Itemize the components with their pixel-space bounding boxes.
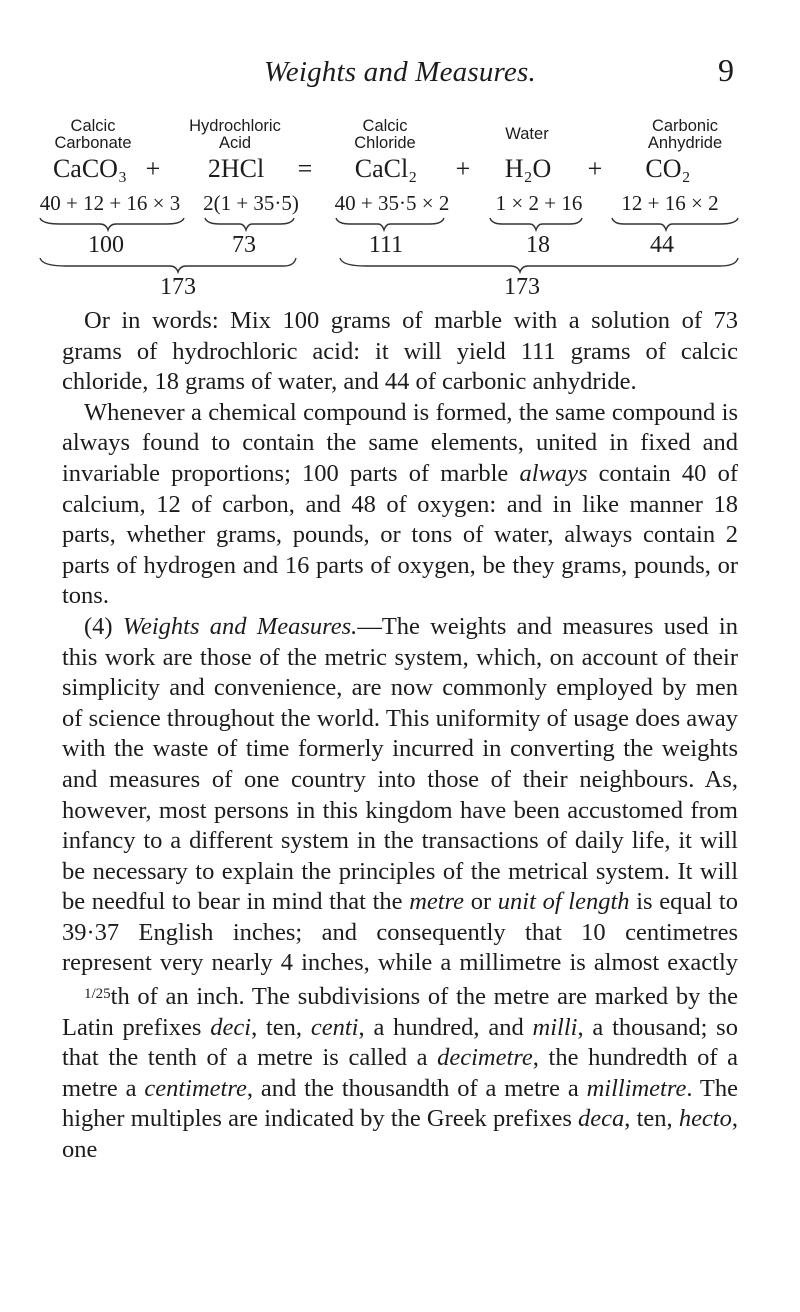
equation-braces — [0, 0, 800, 320]
brace-hcl — [205, 218, 294, 230]
plus-sign: + — [145, 154, 161, 183]
formula-h2o: H₂O — [504, 154, 552, 183]
paragraph-in-words: Or in words: Mix 100 grams of marble with a solution of 73 grams of hydrochloric acid: it will yield 111 grams of calcic chloride, 18 grams of water, and 44 of carbonic anhydride. — [62, 307, 738, 396]
formula-caco3: CaCO₃ — [52, 154, 128, 183]
section-heading: Weights and Measures. — [122, 612, 358, 640]
total-reactants: 173 — [160, 274, 196, 300]
brace-caco3 — [40, 218, 184, 230]
paragraph-weights-and-measures: (4) Weights and Measures.—The weights and measures used in this work are those of the metric system, which, on account of their simplicity and convenience, are now commonly employed by men of science throughout the world. This uniformity of usage does away with the waste of time formerly incurred in converting the weights and measures of one country into those of their neighbours. As, however, most persons in this kingdom have been accustomed from infancy to a different system in the transactions of daily life, it will be necessary to explain the principles of the metrical system. It will be needful to bear in mind that the metre or unit of length is equal to 39·37 English inches; and consequently that 10 centimetres represent very nearly 4 inches, while a millimetre is almost exactly 1/25th of an inch. The subdivisions of the metre are marked by the Latin prefixes deci, ten, centi, a hundred, and milli, a thousand; so that the tenth of a metre is called a decimetre, the hundredth of a metre a centimetre, and the thousandth of a metre a millimetre. The higher multiples are indicated by the Greek prefixes deca, ten, hecto, one — [62, 612, 738, 1164]
brace-cacl2 — [336, 218, 444, 230]
calc-hcl: 2(1 + 35·5) — [203, 191, 299, 215]
plus-sign: + — [587, 154, 603, 183]
formula-co2: CO₂ — [645, 154, 691, 183]
page-number: 9 — [718, 52, 734, 88]
calc-co2: 12 + 16 × 2 — [621, 191, 719, 215]
brace-h2o — [490, 218, 582, 230]
brace-co2 — [612, 218, 738, 230]
equals-sign: = — [297, 154, 313, 183]
weight-h2o: 18 — [526, 232, 550, 258]
weight-hcl: 73 — [232, 232, 256, 258]
formula-hcl: 2HCl — [207, 154, 265, 183]
calc-caco3: 40 + 12 + 16 × 3 — [39, 191, 181, 215]
calc-cacl2: 40 + 35·5 × 2 — [334, 191, 450, 215]
body-text — [62, 306, 738, 1166]
fraction: 1/25 — [84, 986, 111, 1003]
header-calcic-carbonate: Calcic Carbonate — [54, 117, 132, 152]
header-hydrochloric-acid: Hydrochloric Acid — [189, 117, 281, 152]
formula-cacl2: CaCl₂ — [354, 154, 418, 183]
paragraph-fixed-proportions: Whenever a chemical compound is formed, the same compound is always found to contain the same elements, united in fixed and invariable proportions; 100 parts of marble always contain 40 of calcium, 12 of carbon, and 48 of oxygen: and in like manner 18 parts, whether grams, pounds, or tons of water, always contain 2 parts of hydrogen and 16 parts of oxygen, be they grams, pounds, or tons. — [62, 398, 738, 610]
brace-products — [340, 258, 738, 272]
header-carbonic-anhydride: Carbonic Anhydride — [647, 117, 723, 152]
weight-cacl2: 111 — [368, 232, 404, 258]
calc-h2o: 1 × 2 + 16 — [495, 191, 583, 215]
brace-reactants — [40, 258, 296, 272]
weight-caco3: 100 — [88, 232, 124, 258]
plus-sign: + — [455, 154, 471, 183]
header-calcic-chloride: Calcic Chloride — [354, 117, 416, 152]
running-head: Weights and Measures. — [264, 56, 536, 88]
header-water: Water — [505, 125, 549, 143]
total-products: 173 — [504, 274, 540, 300]
weight-co2: 44 — [650, 232, 674, 258]
